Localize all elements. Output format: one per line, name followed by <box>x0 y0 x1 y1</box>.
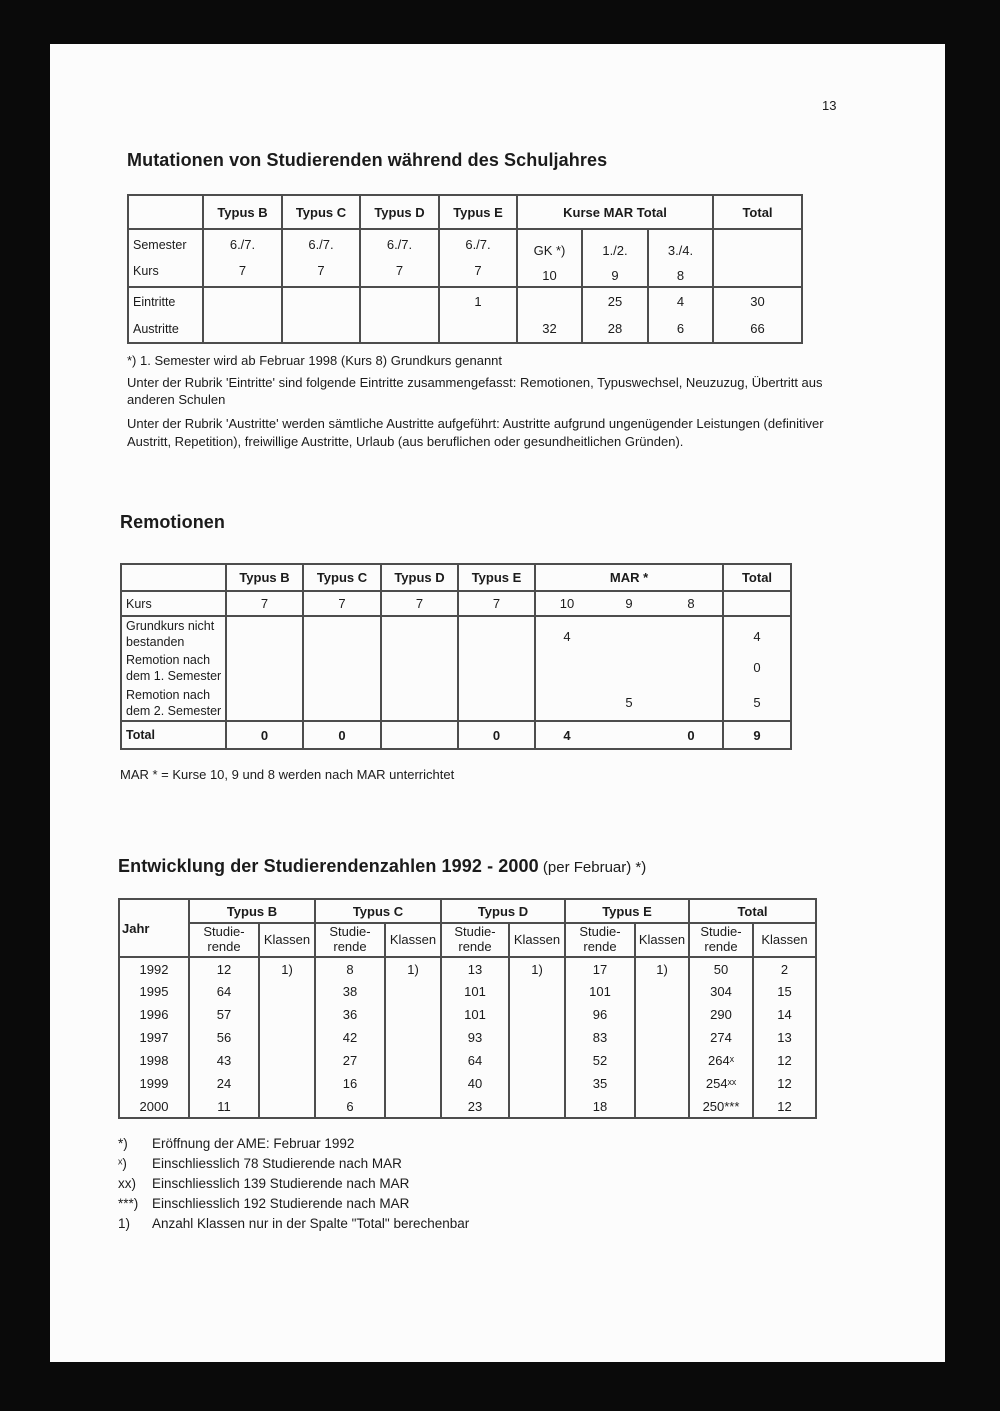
table-cell <box>381 685 458 721</box>
table-cell: 4 <box>723 616 791 650</box>
total-row <box>121 721 791 749</box>
sub-header-studierende: Studie- rende <box>189 923 259 957</box>
year-cell: 1992 <box>119 957 189 980</box>
col-header-typus-b: Typus B <box>226 564 303 591</box>
table-cell: 0 <box>458 721 535 749</box>
sub-header-row <box>119 923 816 957</box>
table-cell: 8 <box>660 591 723 616</box>
footnote-line <box>118 1174 469 1194</box>
sub-header-klassen: Klassen <box>635 923 689 957</box>
table-cell: 254ˣˣ <box>689 1072 753 1095</box>
table-cell <box>458 685 535 721</box>
table-cell: 7 <box>381 591 458 616</box>
table-cell: 0 <box>303 721 381 749</box>
footnote-line: *) 1. Semester wird ab Februar 1998 (Kurs 8) Grundkurs genannt <box>127 353 503 368</box>
kurs-row <box>121 591 791 616</box>
group-header-typus-e: Typus E <box>565 899 689 923</box>
table-cell <box>385 1003 441 1026</box>
table-cell: 12 <box>189 957 259 980</box>
table-cell <box>635 1072 689 1095</box>
table-cell <box>509 1095 565 1118</box>
table-cell: 1./2. 9 <box>582 229 648 287</box>
table-cell <box>381 721 458 749</box>
table-cell: 52 <box>565 1049 635 1072</box>
table-cell <box>509 1049 565 1072</box>
table-row <box>119 1095 816 1118</box>
footnote-line: Unter der Rubrik 'Austritte' werden sämtliche Austritte aufgeführt: Austritte aufgrund ungenügender Leistungen (definitiver Austritt, Repetition), freiwillige Austritte, Urlaub (aus beruflichen oder gesundheitlichen Gründen). <box>127 416 824 449</box>
footnote-line <box>118 1154 469 1174</box>
eintritte-row <box>128 287 802 315</box>
table-cell <box>282 315 360 343</box>
year-cell: 1999 <box>119 1072 189 1095</box>
table-cell: 101 <box>565 980 635 1003</box>
austritte-row <box>128 315 802 343</box>
table-cell <box>723 591 791 616</box>
table-cell: 7 <box>303 591 381 616</box>
col-header-total: Total <box>723 564 791 591</box>
table-cell: 32 <box>517 315 582 343</box>
sub-header-studierende: Studie- rende <box>315 923 385 957</box>
table-cell: 83 <box>565 1026 635 1049</box>
table-cell <box>203 315 282 343</box>
col-header-typus-c: Typus C <box>282 195 360 229</box>
table-cell: 290 <box>689 1003 753 1026</box>
table-cell: 12 <box>753 1049 816 1072</box>
footnote-marker: ***) <box>118 1196 139 1211</box>
footnote-marker: 1) <box>118 1216 131 1231</box>
table-cell <box>635 980 689 1003</box>
table-header-row <box>128 195 802 229</box>
entwicklung-table <box>118 898 817 1119</box>
section1-footnotes <box>127 352 833 455</box>
remotion2-row <box>121 685 791 721</box>
table-cell: GK *) 10 <box>517 229 582 287</box>
table-cell: 23 <box>441 1095 509 1118</box>
sub-header-klassen: Klassen <box>385 923 441 957</box>
table-cell <box>381 616 458 650</box>
table-cell <box>226 616 303 650</box>
year-cell: 1996 <box>119 1003 189 1026</box>
col-header-typus-e: Typus E <box>439 195 517 229</box>
table-cell: 1 <box>439 287 517 315</box>
footnote-text: Eröffnung der AME: Februar 1992 <box>152 1136 355 1151</box>
table-cell <box>203 287 282 315</box>
col-header-typus-d: Typus D <box>381 564 458 591</box>
row-label: Grundkurs nicht bestanden <box>121 616 226 650</box>
section2-title: Remotionen <box>120 512 226 532</box>
group-header-typus-c: Typus C <box>315 899 441 923</box>
sub-header-klassen: Klassen <box>753 923 816 957</box>
footnote-line <box>118 1214 469 1234</box>
table-cell: 17 <box>565 957 635 980</box>
table-cell: 13 <box>753 1026 816 1049</box>
table-cell: 7 <box>226 591 303 616</box>
table-cell: 4 <box>648 287 713 315</box>
table-cell <box>226 685 303 721</box>
document-page <box>50 44 945 1362</box>
table-row <box>119 1026 816 1049</box>
table-cell: 16 <box>315 1072 385 1095</box>
table-cell: 6 <box>648 315 713 343</box>
table-cell: 10 <box>535 591 598 616</box>
table-cell <box>635 1095 689 1118</box>
table-cell <box>259 980 315 1003</box>
table-cell <box>598 650 660 685</box>
table-cell: 38 <box>315 980 385 1003</box>
table-cell <box>598 721 660 749</box>
table-cell <box>259 1026 315 1049</box>
table-cell: 7 <box>458 591 535 616</box>
table-cell <box>660 685 723 721</box>
footnote-line: Unter der Rubrik 'Eintritte' sind folgende Eintritte zusammengefasst: Remotionen, Typuswechsel, Neuzuzug, Übertritt aus anderen Schulen <box>127 375 823 408</box>
table-cell: 4 <box>535 616 598 650</box>
label-kurs: Kurs <box>133 264 159 278</box>
row-label: Kurs <box>121 591 226 616</box>
table-cell: 14 <box>753 1003 816 1026</box>
footnote-line <box>118 1134 469 1154</box>
table-cell: 5 <box>723 685 791 721</box>
table-cell <box>259 1095 315 1118</box>
table-cell <box>535 685 598 721</box>
table-cell <box>660 650 723 685</box>
footnote-marker: ˣ) <box>118 1156 127 1171</box>
row-label: Remotion nach dem 2. Semester <box>121 685 226 721</box>
table-cell <box>439 315 517 343</box>
footnote-line <box>118 1194 469 1214</box>
table-cell <box>259 1072 315 1095</box>
row-label: Total <box>121 721 226 749</box>
table-cell <box>517 287 582 315</box>
sub-header-klassen: Klassen <box>259 923 315 957</box>
table-cell <box>385 980 441 1003</box>
table-cell: 250*** <box>689 1095 753 1118</box>
table-cell: 9 <box>598 591 660 616</box>
table-cell <box>635 1026 689 1049</box>
table-cell <box>385 1072 441 1095</box>
table-cell: 64 <box>441 1049 509 1072</box>
table-cell: 6./7. 7 <box>203 229 282 287</box>
group-header-total: Total <box>689 899 816 923</box>
table-cell: 42 <box>315 1026 385 1049</box>
table-cell <box>635 1003 689 1026</box>
footnote-text: Anzahl Klassen nur in der Spalte "Total" berechenbar <box>152 1216 470 1231</box>
table-cell <box>509 980 565 1003</box>
sub-header-klassen: Klassen <box>509 923 565 957</box>
table-cell: 1) <box>385 957 441 980</box>
col-header-total: Total <box>713 195 802 229</box>
table-cell: 93 <box>441 1026 509 1049</box>
table-cell: 12 <box>753 1072 816 1095</box>
table-cell: 40 <box>441 1072 509 1095</box>
table-cell: 6./7. 7 <box>282 229 360 287</box>
table-cell <box>303 650 381 685</box>
table-cell <box>535 650 598 685</box>
col-header-kurse-mar: Kurse MAR Total <box>517 195 713 229</box>
table-cell <box>381 650 458 685</box>
table-cell: 13 <box>441 957 509 980</box>
footnote-text: Einschliesslich 192 Studierende nach MAR <box>152 1196 410 1211</box>
table-cell <box>385 1049 441 1072</box>
footnote-text: Einschliesslich 78 Studierende nach MAR <box>152 1156 402 1171</box>
mar-footnote: MAR * = Kurse 10, 9 und 8 werden nach MAR unterrichtet <box>120 767 455 782</box>
table-cell: 101 <box>441 1003 509 1026</box>
table-header-row <box>121 564 791 591</box>
remotionen-table <box>120 563 792 750</box>
table-cell <box>458 650 535 685</box>
table-cell: 8 <box>315 957 385 980</box>
table-cell: 28 <box>582 315 648 343</box>
table-cell <box>259 1049 315 1072</box>
table-cell: 1) <box>259 957 315 980</box>
table-cell: 43 <box>189 1049 259 1072</box>
table-cell <box>121 564 226 591</box>
row-label: Remotion nach dem 1. Semester <box>121 650 226 685</box>
row-label: Eintritte <box>128 287 203 315</box>
table-cell: 4 <box>535 721 598 749</box>
table-cell: 1) <box>635 957 689 980</box>
table-cell <box>282 287 360 315</box>
table-cell <box>509 1072 565 1095</box>
table-cell <box>713 229 802 287</box>
footnote-text: Einschliesslich 139 Studierende nach MAR <box>152 1176 410 1191</box>
table-cell: 1) <box>509 957 565 980</box>
table-cell: 64 <box>189 980 259 1003</box>
sub-header-studierende: Studie- rende <box>565 923 635 957</box>
table-cell <box>458 616 535 650</box>
row-label: Austritte <box>128 315 203 343</box>
table-cell: 0 <box>226 721 303 749</box>
section3-title <box>118 856 646 877</box>
table-cell: 15 <box>753 980 816 1003</box>
table-cell <box>509 1026 565 1049</box>
table-cell: 35 <box>565 1072 635 1095</box>
semester-kurs-row <box>128 229 802 287</box>
year-cell: 1998 <box>119 1049 189 1072</box>
year-cell: 2000 <box>119 1095 189 1118</box>
col-header-typus-e: Typus E <box>458 564 535 591</box>
table-cell: 0 <box>723 650 791 685</box>
table-row <box>119 957 816 980</box>
table-cell <box>660 616 723 650</box>
footnote-marker: xx) <box>118 1176 136 1191</box>
table-cell: 6 <box>315 1095 385 1118</box>
sub-header-studierende: Studie- rende <box>689 923 753 957</box>
table-cell: 36 <box>315 1003 385 1026</box>
table-cell: 27 <box>315 1049 385 1072</box>
sub-header-studierende: Studie- rende <box>441 923 509 957</box>
section3-title-bold: Entwicklung der Studierendenzahlen 1992 - 2000 <box>118 856 539 876</box>
table-cell: 12 <box>753 1095 816 1118</box>
table-cell: 274 <box>689 1026 753 1049</box>
year-cell: 1997 <box>119 1026 189 1049</box>
table-cell: 18 <box>565 1095 635 1118</box>
col-header-typus-c: Typus C <box>303 564 381 591</box>
remotion1-row <box>121 650 791 685</box>
table-cell: 25 <box>582 287 648 315</box>
section1-title: Mutationen von Studierenden während des Schuljahres <box>127 150 608 170</box>
table-row <box>119 980 816 1003</box>
table-cell: 264ˣ <box>689 1049 753 1072</box>
table-cell: 304 <box>689 980 753 1003</box>
bottom-footnotes <box>118 1134 469 1234</box>
col-header-jahr: Jahr <box>119 899 189 957</box>
table-cell <box>360 287 439 315</box>
footnote-marker: *) <box>118 1136 128 1151</box>
table-cell: 6./7. 7 <box>360 229 439 287</box>
col-header-typus-d: Typus D <box>360 195 439 229</box>
table-cell: 56 <box>189 1026 259 1049</box>
group-header-typus-b: Typus B <box>189 899 315 923</box>
table-cell <box>385 1026 441 1049</box>
label-semester: Semester <box>133 238 187 252</box>
table-row <box>119 1003 816 1026</box>
table-cell: 5 <box>625 695 633 710</box>
table-cell: 2 <box>753 957 816 980</box>
mutationen-table <box>127 194 803 344</box>
group-header-typus-d: Typus D <box>441 899 565 923</box>
table-cell <box>259 1003 315 1026</box>
table-cell <box>128 195 203 229</box>
table-cell <box>303 616 381 650</box>
table-cell <box>385 1095 441 1118</box>
col-header-typus-b: Typus B <box>203 195 282 229</box>
table-cell: 96 <box>565 1003 635 1026</box>
table-cell <box>303 685 381 721</box>
grundkurs-row <box>121 616 791 650</box>
table-cell <box>635 1049 689 1072</box>
table-cell: 57 <box>189 1003 259 1026</box>
group-header-row <box>119 899 816 923</box>
table-cell: 50 <box>689 957 753 980</box>
section3-title-rest: (per Februar) *) <box>538 859 647 876</box>
table-cell <box>509 1003 565 1026</box>
table-cell: 0 <box>660 721 723 749</box>
table-cell: 24 <box>189 1072 259 1095</box>
table-cell: 9 <box>723 721 791 749</box>
table-cell: 30 <box>713 287 802 315</box>
table-cell: 3./4. 8 <box>648 229 713 287</box>
page-number: 13 <box>822 98 837 113</box>
table-cell: 66 <box>713 315 802 343</box>
col-header-mar: MAR * <box>535 564 723 591</box>
table-cell: 101 <box>441 980 509 1003</box>
table-cell <box>598 616 660 650</box>
table-cell: 6./7. 7 <box>439 229 517 287</box>
table-cell <box>226 650 303 685</box>
year-cell: 1995 <box>119 980 189 1003</box>
row-label <box>128 229 203 287</box>
table-row <box>119 1049 816 1072</box>
table-cell: 11 <box>189 1095 259 1118</box>
table-cell <box>360 315 439 343</box>
table-row <box>119 1072 816 1095</box>
